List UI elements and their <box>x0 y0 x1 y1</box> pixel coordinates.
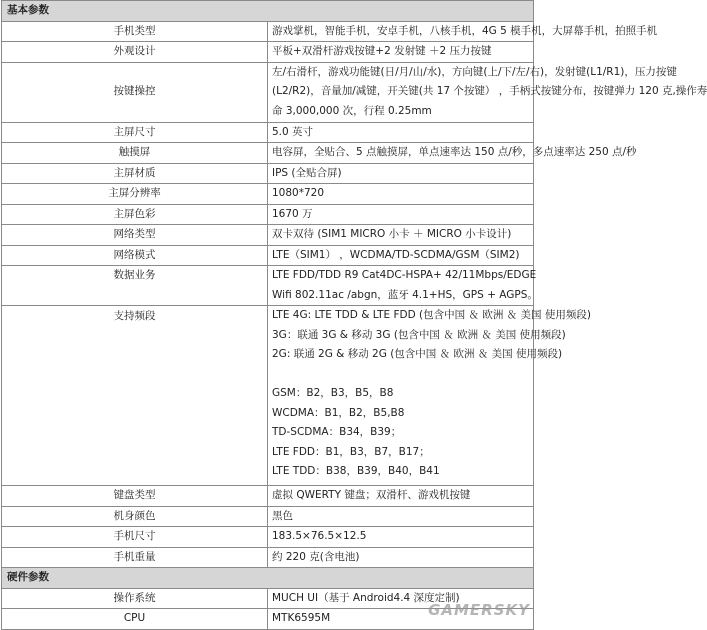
row-network-type <box>2 225 534 246</box>
bands-line: GSM：B2，B3，B5，B8 <box>272 387 394 399</box>
screen-material-label: 主屏材质 <box>2 163 268 184</box>
design-label: 外观设计 <box>2 42 268 63</box>
keys-line: (L2/R2)，音量加/减键，开关键(共 17 个按键） ，手柄式按键分布，按键弹力 120 克,操作寿 <box>272 85 707 98</box>
bands-label: 支持频段 <box>2 306 268 486</box>
section-basic-title: 基本参数 <box>2 1 534 22</box>
phone-size-value: 183.5×76.5×12.5 <box>268 527 534 548</box>
data-label: 数据业务 <box>2 266 268 306</box>
bands-line: TD-SCDMA：B34，B39； <box>272 426 402 438</box>
section-basic <box>2 1 534 22</box>
keys-line: 左/右滑杆，游戏功能键(日/月/山/水)，方向键(上/下/左/右)，发射键(L1/R1)，压力按键 <box>272 65 677 78</box>
network-mode-value: LTE（SIM1） ，WCDMA/TD-SCDMA/GSM（SIM2) <box>268 245 534 266</box>
os-value: MUCH UI（基于 Android4.4 深度定制) <box>268 588 534 609</box>
network-type-label: 网络类型 <box>2 225 268 246</box>
colors-label: 主屏色彩 <box>2 204 268 225</box>
row-keys <box>2 62 534 122</box>
row-screen-size <box>2 122 534 143</box>
keys-label: 按键操控 <box>2 62 268 122</box>
keys-line: 命 3,000,000 次，行程 0.25mm <box>272 104 432 117</box>
bands-line: LTE 4G: LTE TDD & LTE FDD (包含中国 ＆ 欧洲 ＆ 美国 使用频段) <box>272 309 591 321</box>
screen-size-value: 5.0 英寸 <box>268 122 534 143</box>
watermark-logo: GAMERSKY <box>428 601 530 619</box>
bands-line <box>272 365 529 385</box>
network-type-value: 双卡双待 (SIM1 MICRO 小卡 ＋ MICRO 小卡设计) <box>268 225 534 246</box>
screen-material-value: IPS (全贴合屏) <box>268 163 534 184</box>
weight-value: 约 220 克(含电池) <box>268 547 534 568</box>
row-phone-type <box>2 21 534 42</box>
colors-value: 1670 万 <box>268 204 534 225</box>
touch-value: 电容屏，全贴合、5 点触摸屏，单点速率达 150 点/秒，多点速率达 250 点/秒 <box>268 143 534 164</box>
bands-line: 3G：联通 3G & 移动 3G (包含中国 ＆ 欧洲 ＆ 美国 使用频段) <box>272 328 566 341</box>
phone-type-value: 游戏掌机，智能手机，安卓手机，八核手机，4G 5 模手机，大屏幕手机，拍照手机 <box>268 21 534 42</box>
touch-label: 触摸屏 <box>2 143 268 164</box>
body-color-value: 黑色 <box>268 506 534 527</box>
bands-line: LTE FDD：B1，B3，B7，B17； <box>272 445 430 458</box>
body-color-label: 机身颜色 <box>2 506 268 527</box>
screen-size-label: 主屏尺寸 <box>2 122 268 143</box>
row-screen-material <box>2 163 534 184</box>
data-line: LTE FDD/TDD R9 Cat4DC-HSPA+ 42/11Mbps/EDGE <box>272 269 537 281</box>
data-value <box>268 266 538 306</box>
resolution-label: 主屏分辨率 <box>2 184 268 205</box>
keyboard-value: 虚拟 QWERTY 键盘；双滑杆、游戏机按键 <box>268 486 534 507</box>
bands-value <box>268 306 591 486</box>
phone-type-label: 手机类型 <box>2 21 268 42</box>
row-bands <box>2 306 534 486</box>
row-network-mode <box>2 245 534 266</box>
row-weight <box>2 547 534 568</box>
row-body-color <box>2 506 534 527</box>
resolution-value: 1080*720 <box>268 184 534 205</box>
section-hardware-title: 硬件参数 <box>2 568 534 589</box>
keyboard-label: 键盘类型 <box>2 486 268 507</box>
row-data <box>2 266 534 306</box>
os-label: 操作系统 <box>2 588 268 609</box>
section-hardware <box>2 568 534 589</box>
weight-label: 手机重量 <box>2 547 268 568</box>
row-touch <box>2 143 534 164</box>
phone-size-label: 手机尺寸 <box>2 527 268 548</box>
bands-line: LTE TDD：B38，B39，B40，B41 <box>272 465 440 477</box>
row-resolution <box>2 184 534 205</box>
row-phone-size <box>2 527 534 548</box>
design-value: 平板+双滑杆游戏按键+2 发射键 ＋2 压力按键 <box>268 42 534 63</box>
data-line: Wifi 802.11ac /abgn，蓝牙 4.1+HS，GPS + AGPS。 <box>272 288 538 301</box>
row-keyboard <box>2 486 534 507</box>
bands-line: WCDMA：B1，B2，B5,B8 <box>272 406 405 419</box>
cpu-label: CPU <box>2 609 268 630</box>
spec-table <box>1 0 707 630</box>
cpu-value: MTK6595M <box>268 609 534 630</box>
bands-line: 2G: 联通 2G & 移动 2G (包含中国 ＆ 欧洲 ＆ 美国 使用频段) <box>272 348 563 360</box>
row-colors <box>2 204 534 225</box>
keys-value <box>268 62 707 122</box>
network-mode-label: 网络模式 <box>2 245 268 266</box>
row-design <box>2 42 534 63</box>
